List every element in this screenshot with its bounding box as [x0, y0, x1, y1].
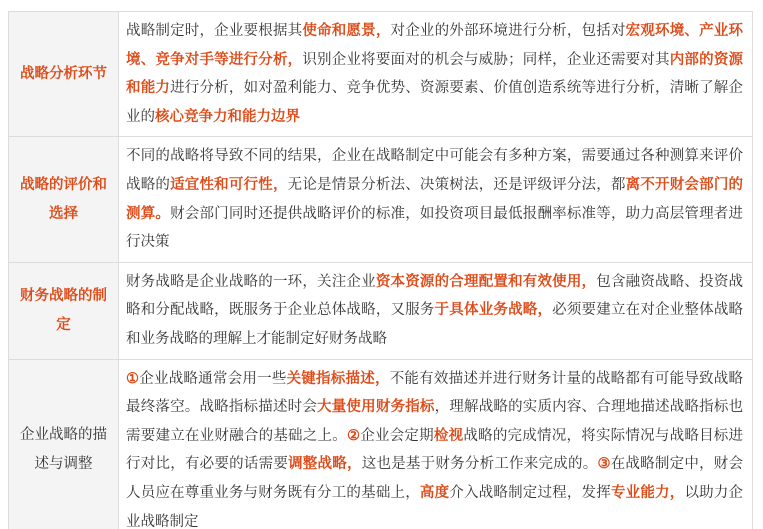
table-row [9, 12, 752, 136]
highlighted-text: 检视 [433, 427, 464, 444]
row-label: 企业战略的描述与调整 [9, 360, 119, 529]
body-text: 必须要建立在对企业整体战略和业务战略的理解上才能制定好财务战略 [126, 302, 744, 347]
body-text: 包含融资战略、投资战略和分配战略，既服务于企业总体战略，又服务 [126, 273, 744, 319]
highlighted-text: ② [346, 427, 361, 444]
highlighted-text: 高度 [419, 484, 450, 501]
highlighted-text: 内部的资源和能力 [126, 51, 744, 97]
highlighted-text: 于具体业务战略， [434, 302, 553, 319]
row-label: 战略分析环节 [9, 12, 119, 136]
highlighted-text: 适宜性和可行性， [170, 176, 288, 193]
table-row [9, 136, 752, 261]
highlighted-text: 关键指标描述， [286, 370, 390, 387]
body-text: 对企业的外部环境进行分析，包括对 [390, 23, 626, 39]
highlighted-text: ③ [597, 456, 611, 473]
body-text: 企业会定期 [360, 427, 434, 444]
row-content [119, 12, 752, 136]
body-text: 进行分析，如对盈利能力、竞争优势、资源要素、价值创造系统等进行分析，清晰了解企业的 [126, 80, 744, 125]
body-text: 不同的战略将导致不同的结果，企业在战略制定中可能会有多种方案，需要通过各种测算来评价战略的 [126, 148, 743, 193]
highlighted-text: 专业能力， [610, 484, 685, 501]
highlighted-text: 大量使用财务指标 [317, 399, 435, 416]
highlighted-text: 核心竞争力和能力边界 [155, 108, 300, 125]
highlighted-text: 使命和愿景， [302, 23, 391, 39]
body-text: ，理解战略的实质内容、合理地描述战略指标也需要建立在业财融合的基础之上。 [126, 399, 744, 444]
strategy-notes-table [8, 11, 753, 529]
body-text: 识别企业将要面对的机会与威胁；同样，企业还需要对其 [302, 51, 670, 68]
body-text: 战略的完成情况，将实际情况与战略目标进行对比，有必要的话需要 [126, 427, 744, 473]
highlighted-text: 宏观环境、产业环境、竞争对手等进行分析， [126, 23, 744, 68]
body-text: 财务战略是企业战略的一环，关注企业 [126, 273, 376, 290]
row-label: 财务战略的制定 [9, 263, 119, 359]
table-row [9, 359, 752, 529]
row-content [119, 360, 752, 529]
body-text: 企业战略通常会用一些 [139, 370, 287, 387]
body-text: 以助力企业战略制定 [126, 484, 744, 529]
highlighted-text: ① [126, 370, 140, 387]
body-text: 无论是情景分析法、决策树法，还是评级评分法，都 [287, 176, 626, 193]
body-text: 这也是基于财务分析工作来完成的。 [361, 456, 598, 473]
highlighted-text: 调整战略， [288, 456, 362, 473]
row-content [119, 263, 752, 359]
row-content [119, 137, 752, 261]
body-text: 战略制定时，企业要根据其 [126, 23, 303, 39]
highlighted-text: 离不开财会部门的测算。 [126, 176, 744, 222]
highlighted-text: 资本资源的合理配置和有效使用， [375, 273, 597, 290]
body-text: 在战略制定中，财会人员应在尊重业务与财务既有分工的基础上， [126, 456, 744, 501]
table-row [9, 262, 752, 359]
body-text: 不能有效描述并进行财务计量的战略都有可能导致战略最终落空。战略指标描述时会 [126, 370, 744, 416]
body-text: 介入战略制定过程，发挥 [449, 484, 611, 501]
body-text: 财会部门同时还提供战略评价的标准，如投资项目最低报酬率标准等，助力高层管理者进行决策 [126, 205, 744, 251]
row-label: 战略的评价和选择 [9, 137, 119, 261]
